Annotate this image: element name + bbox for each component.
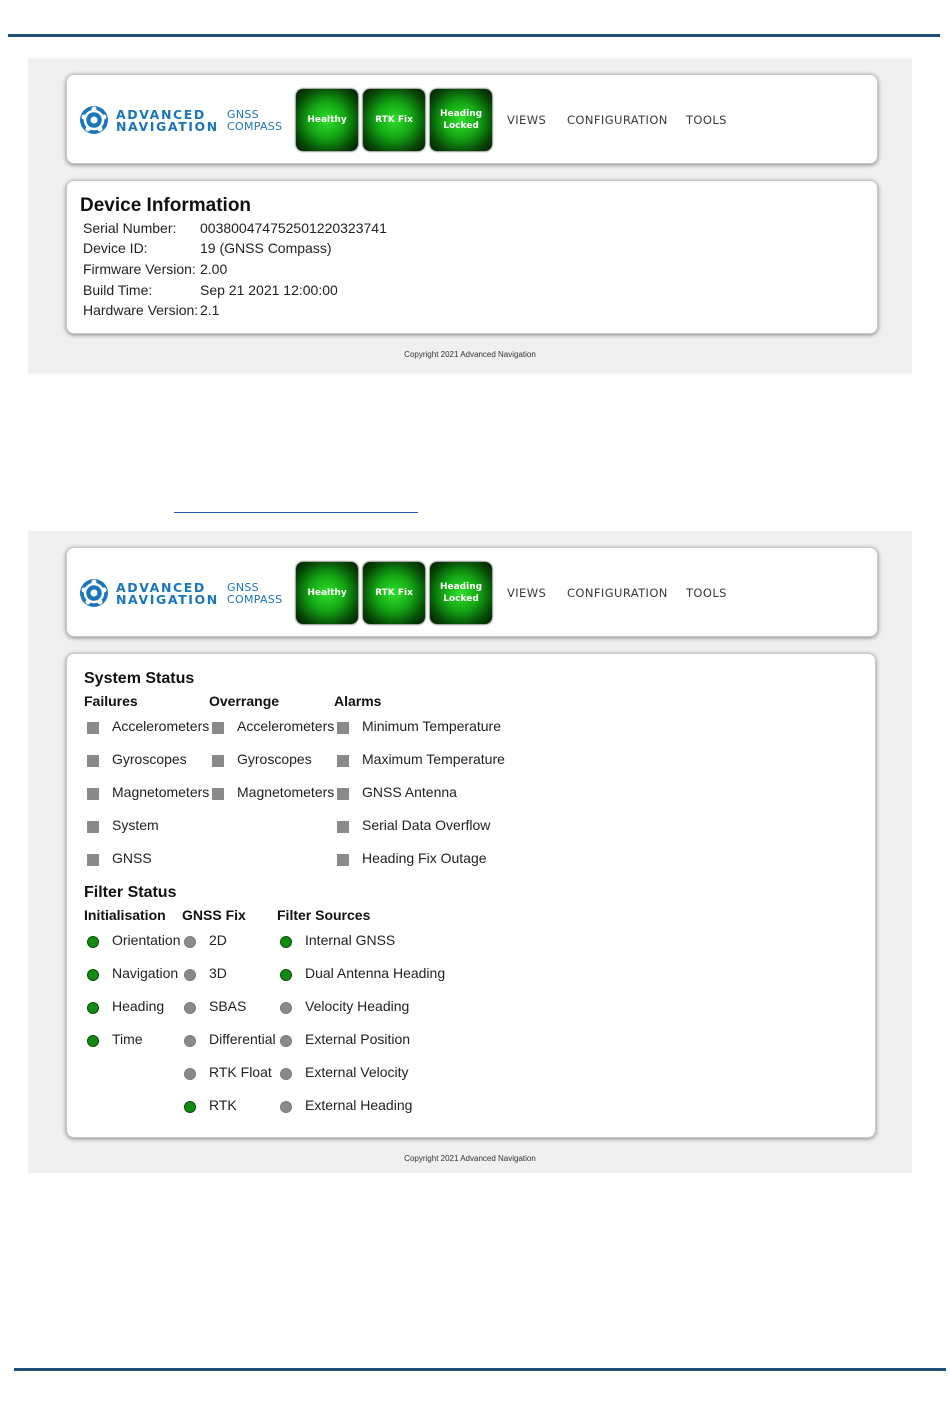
status-indicator-square: [337, 821, 349, 833]
status-card: System Status Failures Overrange Alarms Accelerometers Gyroscopes Magnetometers System GNSS Accelerometers Gyroscopes Magnetometers Minimum Temperature Maximum Temperature GNSS Antenna Serial Data Overflow Heading Fix Outage Filter Status Initialisation GNSS Fix Filter Sources Orientation Navigation Heading Time 2D 3D SBAS Differential RTK Float RTK Internal GNSS Dual Antenna Heading Velocity Heading External Position External Velocity External Heading: [66, 653, 876, 1138]
status-healthy-button[interactable]: Healthy: [296, 562, 358, 624]
device-information-title: Device Information: [80, 195, 252, 216]
overrange-heading: Overrange: [209, 693, 280, 709]
status-indicator-square: [212, 755, 224, 767]
status-dot-icon: [280, 1068, 292, 1080]
menu-tools[interactable]: TOOLS: [686, 586, 727, 600]
status-indicator-square: [87, 722, 99, 734]
menu-configuration[interactable]: CONFIGURATION: [567, 586, 668, 600]
serial-number-label: Serial Number:: [83, 220, 177, 236]
status-dot-icon: [184, 936, 196, 948]
menu-views[interactable]: VIEWS: [507, 586, 547, 600]
status-indicator-square: [87, 755, 99, 767]
status-dot-icon: [184, 969, 196, 981]
status-dot-icon: [87, 1002, 99, 1014]
status-indicator-square: [87, 788, 99, 800]
navbar: [66, 74, 878, 164]
advanced-navigation-logo-icon: [79, 105, 109, 135]
firmware-version-label: Firmware Version:: [83, 261, 196, 277]
brand-name: ADVANCED NAVIGATION: [116, 107, 219, 134]
product-name: GNSS COMPASS: [227, 108, 283, 133]
alarms-heading: Alarms: [334, 693, 382, 709]
status-heading-locked-button[interactable]: Heading Locked: [430, 562, 492, 624]
status-indicator-square: [87, 821, 99, 833]
status-dot-icon: [184, 1068, 196, 1080]
status-dot-icon: [280, 936, 292, 948]
copyright-text: Copyright 2021 Advanced Navigation: [404, 350, 536, 359]
page-bottom-rule: [14, 1368, 946, 1371]
initialisation-heading: Initialisation: [84, 907, 166, 923]
hardware-version-value: 2.1: [200, 302, 220, 318]
build-time-value: Sep 21 2021 12:00:00: [200, 282, 338, 298]
status-dot-icon: [87, 1035, 99, 1047]
system-status-title: System Status: [84, 670, 195, 687]
status-healthy-button[interactable]: Healthy: [296, 89, 358, 151]
copyright-text: Copyright 2021 Advanced Navigation: [404, 1154, 536, 1163]
status-indicator-square: [337, 788, 349, 800]
status-indicator-square: [337, 854, 349, 866]
status-dot-icon: [184, 1035, 196, 1047]
gnss-fix-heading: GNSS Fix: [182, 907, 246, 923]
status-dot-icon: [184, 1002, 196, 1014]
status-indicator-square: [212, 788, 224, 800]
status-indicator-square: [87, 854, 99, 866]
menu-tools[interactable]: TOOLS: [686, 113, 727, 127]
status-indicator-square: [212, 722, 224, 734]
status-dot-icon: [184, 1101, 196, 1113]
device-id-value: 19 (GNSS Compass): [200, 240, 332, 256]
navbar: [66, 547, 878, 637]
menu-configuration[interactable]: CONFIGURATION: [567, 113, 668, 127]
page-top-rule: [8, 34, 940, 37]
status-rtk-fix-button[interactable]: RTK Fix: [363, 89, 425, 151]
advanced-navigation-logo-icon: [79, 578, 109, 608]
status-dot-icon: [87, 969, 99, 981]
device-id-label: Device ID:: [83, 240, 148, 256]
product-name: GNSS COMPASS: [227, 581, 283, 606]
screenshot-device-information: [28, 58, 912, 374]
status-dot-icon: [280, 969, 292, 981]
serial-number-value: 003800474752501220323741: [200, 220, 387, 236]
status-rtk-fix-button[interactable]: RTK Fix: [363, 562, 425, 624]
device-information-card: [66, 180, 878, 334]
status-dot-icon: [280, 1002, 292, 1014]
firmware-version-value: 2.00: [200, 261, 228, 277]
build-time-label: Build Time:: [83, 282, 153, 298]
filter-sources-heading: Filter Sources: [277, 907, 371, 923]
failures-heading: Failures: [84, 693, 138, 709]
menu-views[interactable]: VIEWS: [507, 113, 547, 127]
status-heading-locked-button[interactable]: Heading Locked: [430, 89, 492, 151]
screenshot-status: [28, 531, 912, 1173]
status-dot-icon: [87, 936, 99, 948]
filter-status-title: Filter Status: [84, 884, 177, 901]
status-indicator-square: [337, 722, 349, 734]
brand-name: ADVANCED NAVIGATION: [116, 580, 219, 607]
status-dot-icon: [280, 1101, 292, 1113]
hardware-version-label: Hardware Version:: [83, 302, 199, 318]
status-dot-icon: [280, 1035, 292, 1047]
status-indicator-square: [337, 755, 349, 767]
link-underline: [174, 512, 418, 513]
